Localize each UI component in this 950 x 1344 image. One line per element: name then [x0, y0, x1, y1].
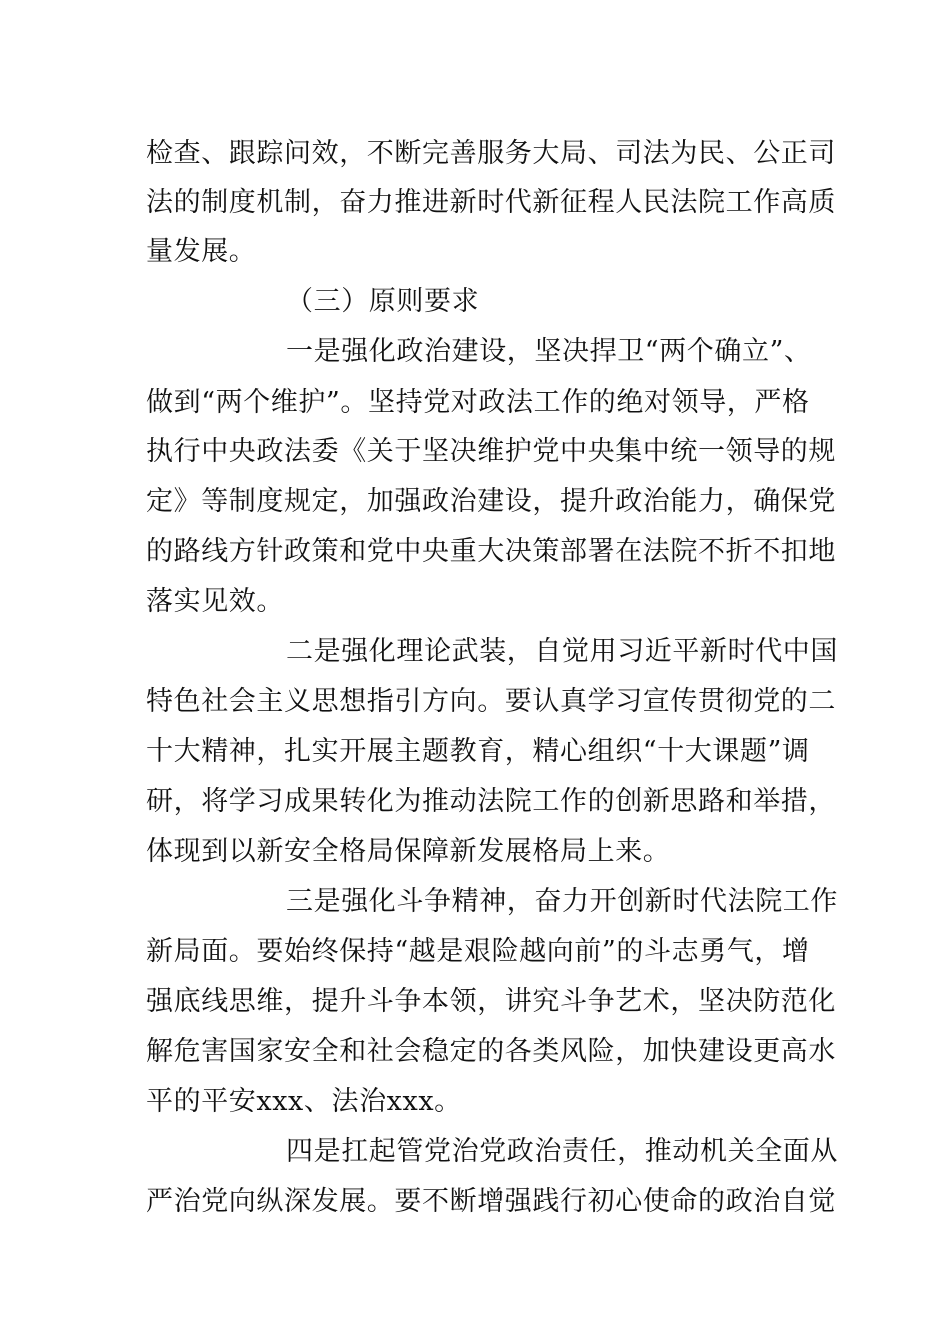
paragraph-line: 定》等制度规定，加强政治建设，提升政治能力，确保党 — [146, 486, 836, 517]
paragraph-line: 四是扛起管党治党政治责任，推动机关全面从 — [286, 1136, 838, 1167]
paragraph-line: 体现到以新安全格局保障新发展格局上来。 — [146, 836, 671, 867]
paragraph-line: 解危害国家安全和社会稳定的各类风险，加快建设更高水 — [146, 1036, 836, 1067]
section-heading: （三）原则要求 — [286, 286, 480, 317]
paragraph-line: 三是强化斗争精神，奋力开创新时代法院工作 — [286, 886, 838, 917]
paragraph-line: 做到“两个维护”。坚持党对政法工作的绝对领导，严格 — [146, 387, 810, 418]
paragraph-line: 严治党向纵深发展。要不断增强践行初心使命的政治自觉 — [146, 1186, 836, 1217]
paragraph-line: 量发展。 — [146, 236, 257, 267]
paragraph-line: 一是强化政治建设，坚决捍卫“两个确立”、 — [286, 336, 812, 367]
paragraph-line: 检查、跟踪问效，不断完善服务大局、司法为民、公正司 — [146, 138, 836, 169]
paragraph-line: 强底线思维，提升斗争本领，讲究斗争艺术，坚决防范化 — [146, 986, 836, 1017]
paragraph-line: 研，将学习成果转化为推动法院工作的创新思路和举措， — [146, 786, 836, 817]
paragraph-line: 落实见效。 — [146, 586, 284, 617]
paragraph-line: 特色社会主义思想指引方向。要认真学习宣传贯彻党的二 — [146, 686, 836, 717]
paragraph-line: 新局面。要始终保持“越是艰险越向前”的斗志勇气，增 — [146, 936, 810, 967]
paragraph-line: 十大精神，扎实开展主题教育，精心组织“十大课题”调 — [146, 736, 810, 767]
paragraph-line: 法的制度机制，奋力推进新时代新征程人民法院工作高质 — [146, 187, 836, 218]
paragraph-line: 的路线方针政策和党中央重大决策部署在法院不折不扣地 — [146, 536, 836, 567]
paragraph-line: 平的平安xxx、法治xxx。 — [146, 1086, 462, 1117]
paragraph-line: 二是强化理论武装，自觉用习近平新时代中国 — [286, 636, 838, 667]
paragraph-line: 执行中央政法委《关于坚决维护党中央集中统一领导的规 — [146, 436, 836, 467]
